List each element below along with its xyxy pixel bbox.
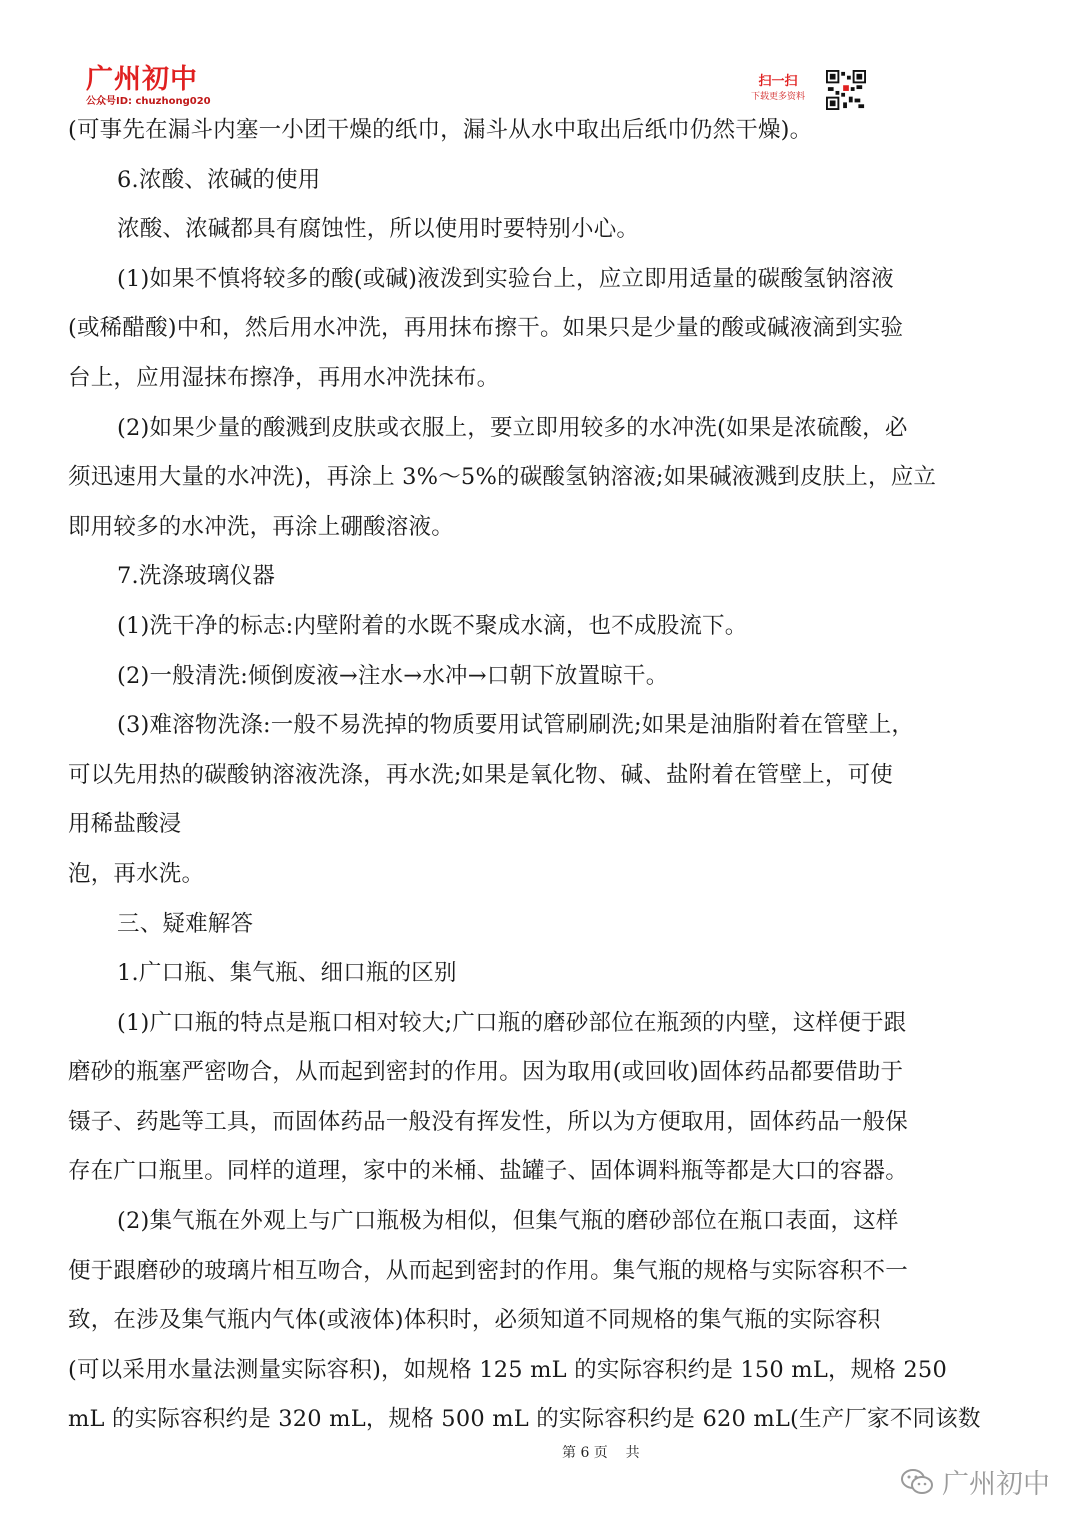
section-heading: 三、疑难解答	[117, 910, 254, 937]
text-line: (2)集气瓶在外观上与广口瓶极为相似，但集气瓶的磨砂部位在瓶口表面，这样	[117, 1208, 899, 1235]
text-line: (可事先在漏斗内塞一小团干燥的纸巾，漏斗从水中取出后纸巾仍然干燥)。	[68, 117, 813, 143]
section-heading: 6.浓酸、浓碱的使用	[117, 166, 321, 193]
scan-subtitle: 下载更多资料	[750, 92, 805, 102]
text-line: 即用较多的水冲洗，再涂上硼酸溶液。	[68, 513, 454, 540]
text-line: 致，在涉及集气瓶内气体(或液体)体积时，必须知道不同规格的集气瓶的实际容积	[68, 1307, 881, 1334]
watermark-text: 广州初中	[942, 1469, 1050, 1500]
text-line: 磨砂的瓶塞严密吻合，从而起到密封的作用。因为取用(或回收)固体药品都要借助于	[68, 1059, 904, 1086]
wechat-icon	[900, 1467, 934, 1497]
scan-prompt	[742, 74, 814, 104]
section-heading: 7.洗涤玻璃仪器	[117, 563, 276, 590]
text-line: (可以采用水量法测量实际容积)，如规格 125 mL 的实际容积约是 150 mL，规格 250	[68, 1356, 947, 1383]
text-line: (2)一般清洗:倾倒废液→注水→水冲→口朝下放置晾干。	[117, 662, 669, 689]
text-line: 镊子、药匙等工具，而固体药品一般没有挥发性，所以为方便取用，固体药品一般保	[68, 1108, 908, 1135]
text-line: (2)如果少量的酸溅到皮肤或衣服上，要立即用较多的水冲洗(如果是浓硫酸，必	[117, 414, 908, 441]
qr-code-icon[interactable]	[826, 70, 866, 110]
logo-title: 广州初中	[86, 64, 198, 95]
text-line: (1)洗干净的标志:内壁附着的水既不聚成水滴，也不成股流下。	[117, 612, 748, 639]
text-line: (1)如果不慎将较多的酸(或碱)液泼到实验台上，应立即用适量的碳酸氢钠溶液	[117, 265, 894, 292]
text-line: (3)难溶物洗涤:一般不易洗掉的物质要用试管刷刷洗;如果是油脂附着在管壁上，	[117, 712, 915, 739]
account-watermark	[900, 1462, 1050, 1501]
text-line: 须迅速用大量的水冲洗)，再涂上 3%～5%的碳酸氢钠溶液;如果碱液溅到皮肤上，应立	[68, 464, 937, 491]
page-header	[0, 0, 1080, 110]
text-line: (1)广口瓶的特点是瓶口相对较大;广口瓶的磨砂部位在瓶颈的内壁，这样便于跟	[117, 1009, 907, 1036]
text-line: mL 的实际容积约是 320 mL，规格 500 mL 的实际容积约是 620 mL(生产厂家不同该数	[68, 1406, 981, 1433]
document-body	[68, 106, 1018, 1445]
text-line: 台上，应用湿抹布擦净，再用水冲洗抹布。	[68, 364, 500, 391]
text-line: (或稀醋酸)中和，然后用水冲洗，再用抹布擦干。如果只是少量的酸或碱液滴到实验	[68, 315, 904, 342]
text-line: 存在广口瓶里。同样的道理，家中的米桶、盐罐子、固体调料瓶等都是大口的容器。	[68, 1158, 908, 1185]
text-line: 用稀盐酸浸	[68, 811, 182, 838]
scan-title: 扫一扫	[758, 74, 798, 89]
text-line: 浓酸、浓碱都具有腐蚀性，所以使用时要特别小心。	[117, 216, 640, 243]
text-line: 便于跟磨砂的玻璃片相互吻合，从而起到密封的作用。集气瓶的规格与实际容积不一	[68, 1257, 908, 1284]
logo-subtitle: 公众号ID: chuzhong020	[86, 96, 211, 107]
text-line: 泡，再水洗。	[68, 860, 205, 887]
section-heading: 1.广口瓶、集气瓶、细口瓶的区别	[117, 960, 457, 987]
brand-logo	[86, 66, 211, 108]
page-number: 第 6 页 共	[562, 1445, 640, 1461]
text-line: 可以先用热的碳酸钠溶液洗涤，再水洗;如果是氧化物、碱、盐附着在管壁上，可使	[68, 761, 893, 788]
